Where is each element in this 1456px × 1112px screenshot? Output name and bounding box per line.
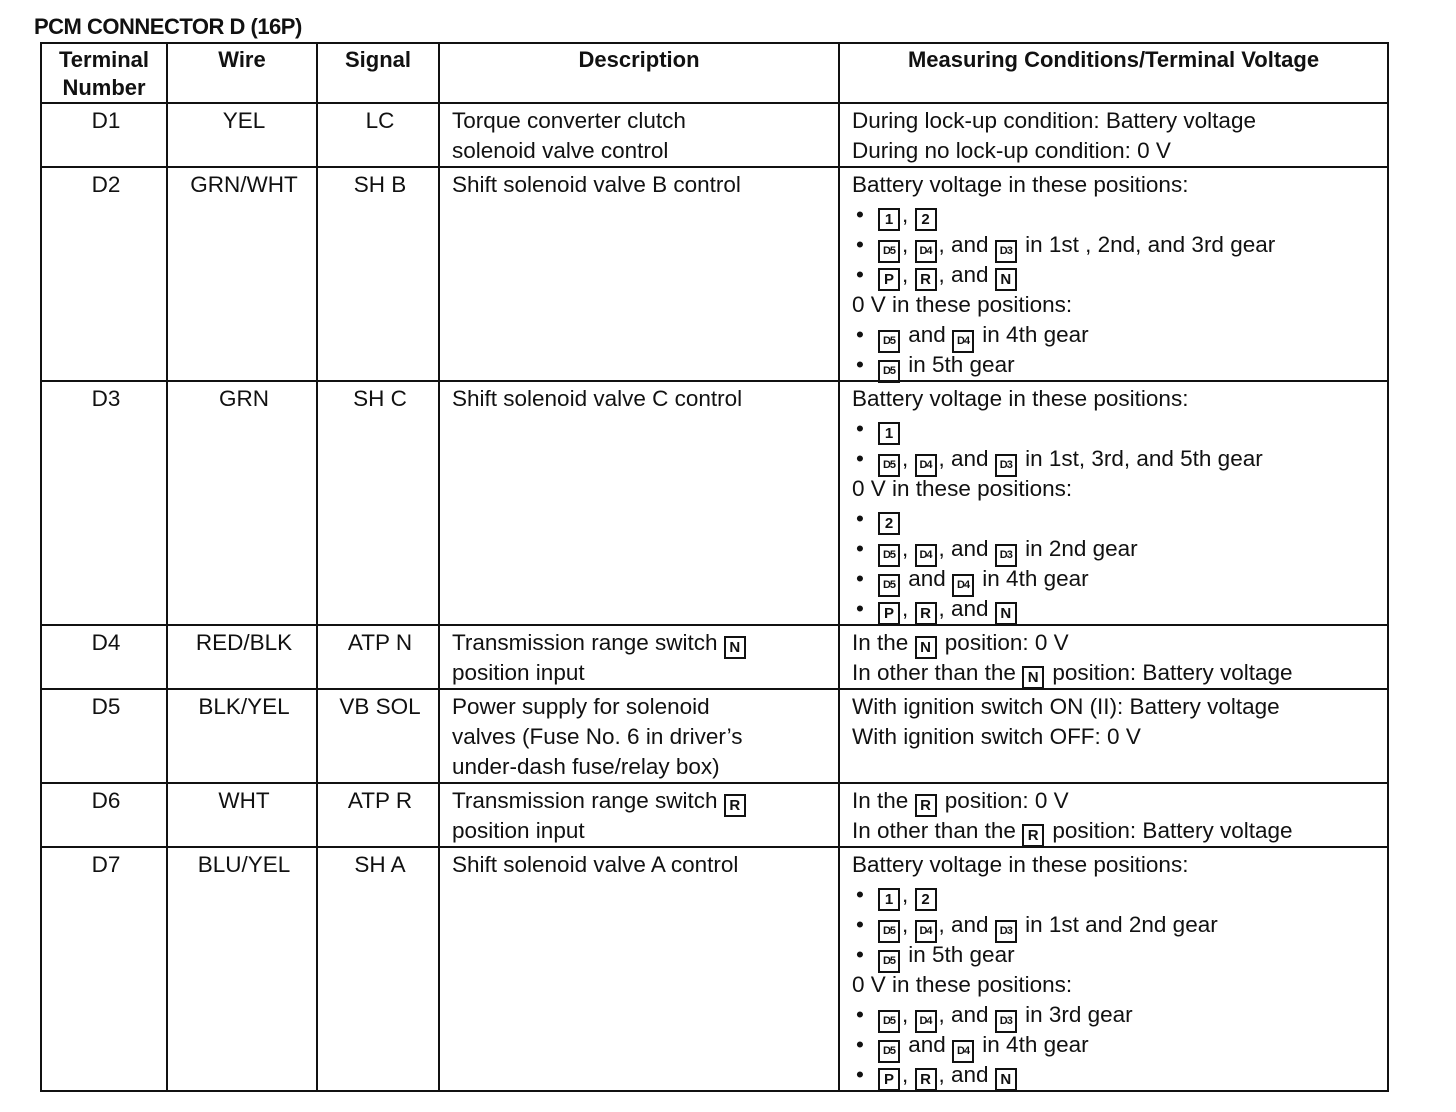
position-indicator-icon: D4 bbox=[915, 544, 937, 567]
bullet-item bbox=[852, 594, 1379, 624]
position-indicator-icon: N bbox=[995, 1068, 1017, 1091]
condition-line bbox=[852, 628, 1379, 658]
position-indicator-icon: D5 bbox=[878, 1040, 900, 1063]
description-line: Power supply for solenoid bbox=[452, 694, 710, 719]
bullet-item bbox=[852, 320, 1379, 350]
header-measuring-conditions: Measuring Conditions/Terminal Voltage bbox=[839, 43, 1388, 103]
signal-cell: SH C bbox=[317, 381, 439, 625]
line-text: , and bbox=[938, 1062, 995, 1087]
description-line bbox=[452, 786, 830, 816]
line-text: in 1st , 2nd, and 3rd gear bbox=[1018, 232, 1276, 257]
position-indicator-icon: D4 bbox=[952, 1040, 974, 1063]
line-text: position: Battery voltage bbox=[1046, 660, 1293, 685]
measuring-conditions-cell bbox=[839, 625, 1388, 689]
header-signal: Signal bbox=[317, 43, 439, 103]
position-indicator-icon: D3 bbox=[995, 454, 1017, 477]
bullet-item bbox=[852, 260, 1379, 290]
description-cell bbox=[439, 689, 839, 783]
position-indicator-icon: 2 bbox=[915, 208, 937, 231]
line-text: in 4th gear bbox=[976, 566, 1089, 591]
bullet-item bbox=[852, 504, 1379, 534]
bullet-item bbox=[852, 350, 1379, 380]
terminal-cell: D4 bbox=[41, 625, 167, 689]
condition-line: 0 V in these positions: bbox=[852, 972, 1073, 997]
line-text: Transmission range switch bbox=[452, 630, 724, 655]
wire-cell: BLU/YEL bbox=[167, 847, 317, 1091]
position-indicator-icon: R bbox=[724, 794, 746, 817]
terminal-cell: D6 bbox=[41, 783, 167, 847]
line-text: , and bbox=[938, 596, 995, 621]
line-text: position: 0 V bbox=[938, 630, 1069, 655]
measuring-conditions-cell bbox=[839, 167, 1388, 381]
line-text: , bbox=[902, 596, 915, 621]
line-text: , bbox=[902, 1002, 915, 1027]
measuring-conditions-cell bbox=[839, 381, 1388, 625]
position-indicator-icon: N bbox=[1022, 666, 1044, 689]
table-row bbox=[41, 167, 1388, 381]
bullet-item bbox=[852, 444, 1379, 474]
position-indicator-icon: N bbox=[995, 602, 1017, 625]
position-indicator-icon: 1 bbox=[878, 208, 900, 231]
bullet-item bbox=[852, 414, 1379, 444]
position-indicator-icon: D4 bbox=[915, 454, 937, 477]
position-indicator-icon: R bbox=[915, 602, 937, 625]
table-row bbox=[41, 103, 1388, 167]
line-text: , and bbox=[938, 1002, 995, 1027]
position-indicator-icon: P bbox=[878, 602, 900, 625]
position-indicator-icon: D3 bbox=[995, 920, 1017, 943]
description-cell bbox=[439, 381, 839, 625]
condition-line: With ignition switch ON (II): Battery voltage bbox=[852, 694, 1280, 719]
description-line bbox=[452, 628, 830, 658]
position-indicator-icon: 1 bbox=[878, 888, 900, 911]
table-header-row bbox=[41, 43, 1388, 103]
position-indicator-icon: D5 bbox=[878, 360, 900, 383]
position-indicator-icon: 2 bbox=[878, 512, 900, 535]
line-text: Transmission range switch bbox=[452, 788, 724, 813]
position-indicator-icon: D3 bbox=[995, 544, 1017, 567]
line-text: , and bbox=[938, 536, 995, 561]
position-indicator-icon: D5 bbox=[878, 330, 900, 353]
position-indicator-icon: N bbox=[995, 268, 1017, 291]
signal-cell: ATP R bbox=[317, 783, 439, 847]
line-text: In the bbox=[852, 788, 915, 813]
description-cell bbox=[439, 167, 839, 381]
header-wire: Wire bbox=[167, 43, 317, 103]
condition-line: During lock-up condition: Battery voltage bbox=[852, 108, 1256, 133]
position-indicator-icon: R bbox=[1022, 824, 1044, 847]
position-indicator-icon: 2 bbox=[915, 888, 937, 911]
bullet-item bbox=[852, 1030, 1379, 1060]
position-indicator-icon: D4 bbox=[952, 574, 974, 597]
position-indicator-icon: D4 bbox=[915, 920, 937, 943]
position-indicator-icon: P bbox=[878, 1068, 900, 1091]
terminal-cell: D7 bbox=[41, 847, 167, 1091]
table-body bbox=[41, 103, 1388, 1091]
wire-cell: YEL bbox=[167, 103, 317, 167]
position-indicator-icon: P bbox=[878, 268, 900, 291]
wire-cell: GRN bbox=[167, 381, 317, 625]
header-terminal-number: Terminal Number bbox=[41, 43, 167, 103]
wire-cell: WHT bbox=[167, 783, 317, 847]
position-indicator-icon: N bbox=[915, 636, 937, 659]
description-cell bbox=[439, 783, 839, 847]
condition-line: 0 V in these positions: bbox=[852, 292, 1073, 317]
position-indicator-icon: D4 bbox=[915, 1010, 937, 1033]
position-indicator-icon: D5 bbox=[878, 1010, 900, 1033]
position-indicator-icon: D5 bbox=[878, 544, 900, 567]
position-indicator-icon: D5 bbox=[878, 240, 900, 263]
table-row bbox=[41, 625, 1388, 689]
condition-line bbox=[852, 658, 1379, 688]
position-indicator-icon: R bbox=[915, 794, 937, 817]
bullet-item bbox=[852, 564, 1379, 594]
measuring-conditions-cell bbox=[839, 689, 1388, 783]
line-text: position: Battery voltage bbox=[1046, 818, 1293, 843]
position-indicator-icon: 1 bbox=[878, 422, 900, 445]
description-cell bbox=[439, 625, 839, 689]
line-text: , bbox=[902, 202, 915, 227]
wire-cell: RED/BLK bbox=[167, 625, 317, 689]
page-title: PCM CONNECTOR D (16P) bbox=[34, 14, 302, 39]
line-text: and bbox=[902, 322, 953, 347]
terminal-cell: D3 bbox=[41, 381, 167, 625]
condition-line bbox=[852, 786, 1379, 816]
line-text: in 1st, 3rd, and 5th gear bbox=[1018, 446, 1263, 471]
signal-cell: SH B bbox=[317, 167, 439, 381]
measuring-conditions-cell bbox=[839, 783, 1388, 847]
position-indicator-icon: D3 bbox=[995, 1010, 1017, 1033]
bullet-item bbox=[852, 1000, 1379, 1030]
terminal-cell: D5 bbox=[41, 689, 167, 783]
line-text: , and bbox=[938, 912, 995, 937]
line-text: , bbox=[902, 882, 915, 907]
line-text: In other than the bbox=[852, 818, 1023, 843]
terminal-cell: D2 bbox=[41, 167, 167, 381]
line-text: , and bbox=[938, 446, 995, 471]
description-line: Shift solenoid valve B control bbox=[452, 172, 741, 197]
bullet-item bbox=[852, 910, 1379, 940]
terminal-cell: D1 bbox=[41, 103, 167, 167]
signal-cell: ATP N bbox=[317, 625, 439, 689]
condition-line: Battery voltage in these positions: bbox=[852, 852, 1189, 877]
line-text: position input bbox=[452, 660, 585, 685]
line-text: in 4th gear bbox=[976, 1032, 1089, 1057]
line-text: in 5th gear bbox=[902, 942, 1015, 967]
line-text: position: 0 V bbox=[938, 788, 1069, 813]
wire-cell: BLK/YEL bbox=[167, 689, 317, 783]
position-indicator-icon: N bbox=[724, 636, 746, 659]
condition-line: 0 V in these positions: bbox=[852, 476, 1073, 501]
line-text: , bbox=[902, 536, 915, 561]
position-indicator-icon: R bbox=[915, 1068, 937, 1091]
connector-table bbox=[40, 42, 1389, 1092]
condition-line: Battery voltage in these positions: bbox=[852, 386, 1189, 411]
line-text: In other than the bbox=[852, 660, 1023, 685]
line-text: and bbox=[902, 1032, 953, 1057]
line-text: and bbox=[902, 566, 953, 591]
position-indicator-icon: D3 bbox=[995, 240, 1017, 263]
condition-line: During no lock-up condition: 0 V bbox=[852, 138, 1171, 163]
description-cell bbox=[439, 847, 839, 1091]
line-text: In the bbox=[852, 630, 915, 655]
measuring-conditions-cell bbox=[839, 847, 1388, 1091]
position-indicator-icon: D5 bbox=[878, 454, 900, 477]
line-text: in 3rd gear bbox=[1018, 1002, 1133, 1027]
bullet-item bbox=[852, 880, 1379, 910]
bullet-item bbox=[852, 200, 1379, 230]
position-indicator-icon: D5 bbox=[878, 574, 900, 597]
measuring-conditions-cell bbox=[839, 103, 1388, 167]
bullet-item bbox=[852, 534, 1379, 564]
table-row bbox=[41, 847, 1388, 1091]
line-text: in 4th gear bbox=[976, 322, 1089, 347]
description-line bbox=[452, 658, 830, 688]
position-indicator-icon: D5 bbox=[878, 950, 900, 973]
bullet-item bbox=[852, 940, 1379, 970]
line-text: , bbox=[902, 446, 915, 471]
description-line: Shift solenoid valve C control bbox=[452, 386, 743, 411]
table-row bbox=[41, 381, 1388, 625]
line-text: in 1st and 2nd gear bbox=[1018, 912, 1218, 937]
wire-cell: GRN/WHT bbox=[167, 167, 317, 381]
table-row bbox=[41, 783, 1388, 847]
description-line: under-dash fuse/relay box) bbox=[452, 754, 720, 779]
condition-line: Battery voltage in these positions: bbox=[852, 172, 1189, 197]
description-line: Shift solenoid valve A control bbox=[452, 852, 739, 877]
description-line bbox=[452, 816, 830, 846]
line-text: , bbox=[902, 912, 915, 937]
condition-line bbox=[852, 816, 1379, 846]
description-line: solenoid valve control bbox=[452, 138, 669, 163]
line-text: , and bbox=[938, 232, 995, 257]
table-row bbox=[41, 689, 1388, 783]
signal-cell: SH A bbox=[317, 847, 439, 1091]
line-text: in 2nd gear bbox=[1018, 536, 1138, 561]
line-text: , bbox=[902, 1062, 915, 1087]
position-indicator-icon: D5 bbox=[878, 920, 900, 943]
line-text: , and bbox=[938, 262, 995, 287]
line-text: , bbox=[902, 262, 915, 287]
condition-line: With ignition switch OFF: 0 V bbox=[852, 724, 1141, 749]
description-line: valves (Fuse No. 6 in driver’s bbox=[452, 724, 743, 749]
header-description: Description bbox=[439, 43, 839, 103]
line-text: in 5th gear bbox=[902, 352, 1015, 377]
bullet-item bbox=[852, 1060, 1379, 1090]
position-indicator-icon: D4 bbox=[915, 240, 937, 263]
signal-cell: LC bbox=[317, 103, 439, 167]
description-line: Torque converter clutch bbox=[452, 108, 686, 133]
line-text: position input bbox=[452, 818, 585, 843]
description-cell bbox=[439, 103, 839, 167]
position-indicator-icon: R bbox=[915, 268, 937, 291]
line-text: , bbox=[902, 232, 915, 257]
signal-cell: VB SOL bbox=[317, 689, 439, 783]
bullet-item bbox=[852, 230, 1379, 260]
position-indicator-icon: D4 bbox=[952, 330, 974, 353]
